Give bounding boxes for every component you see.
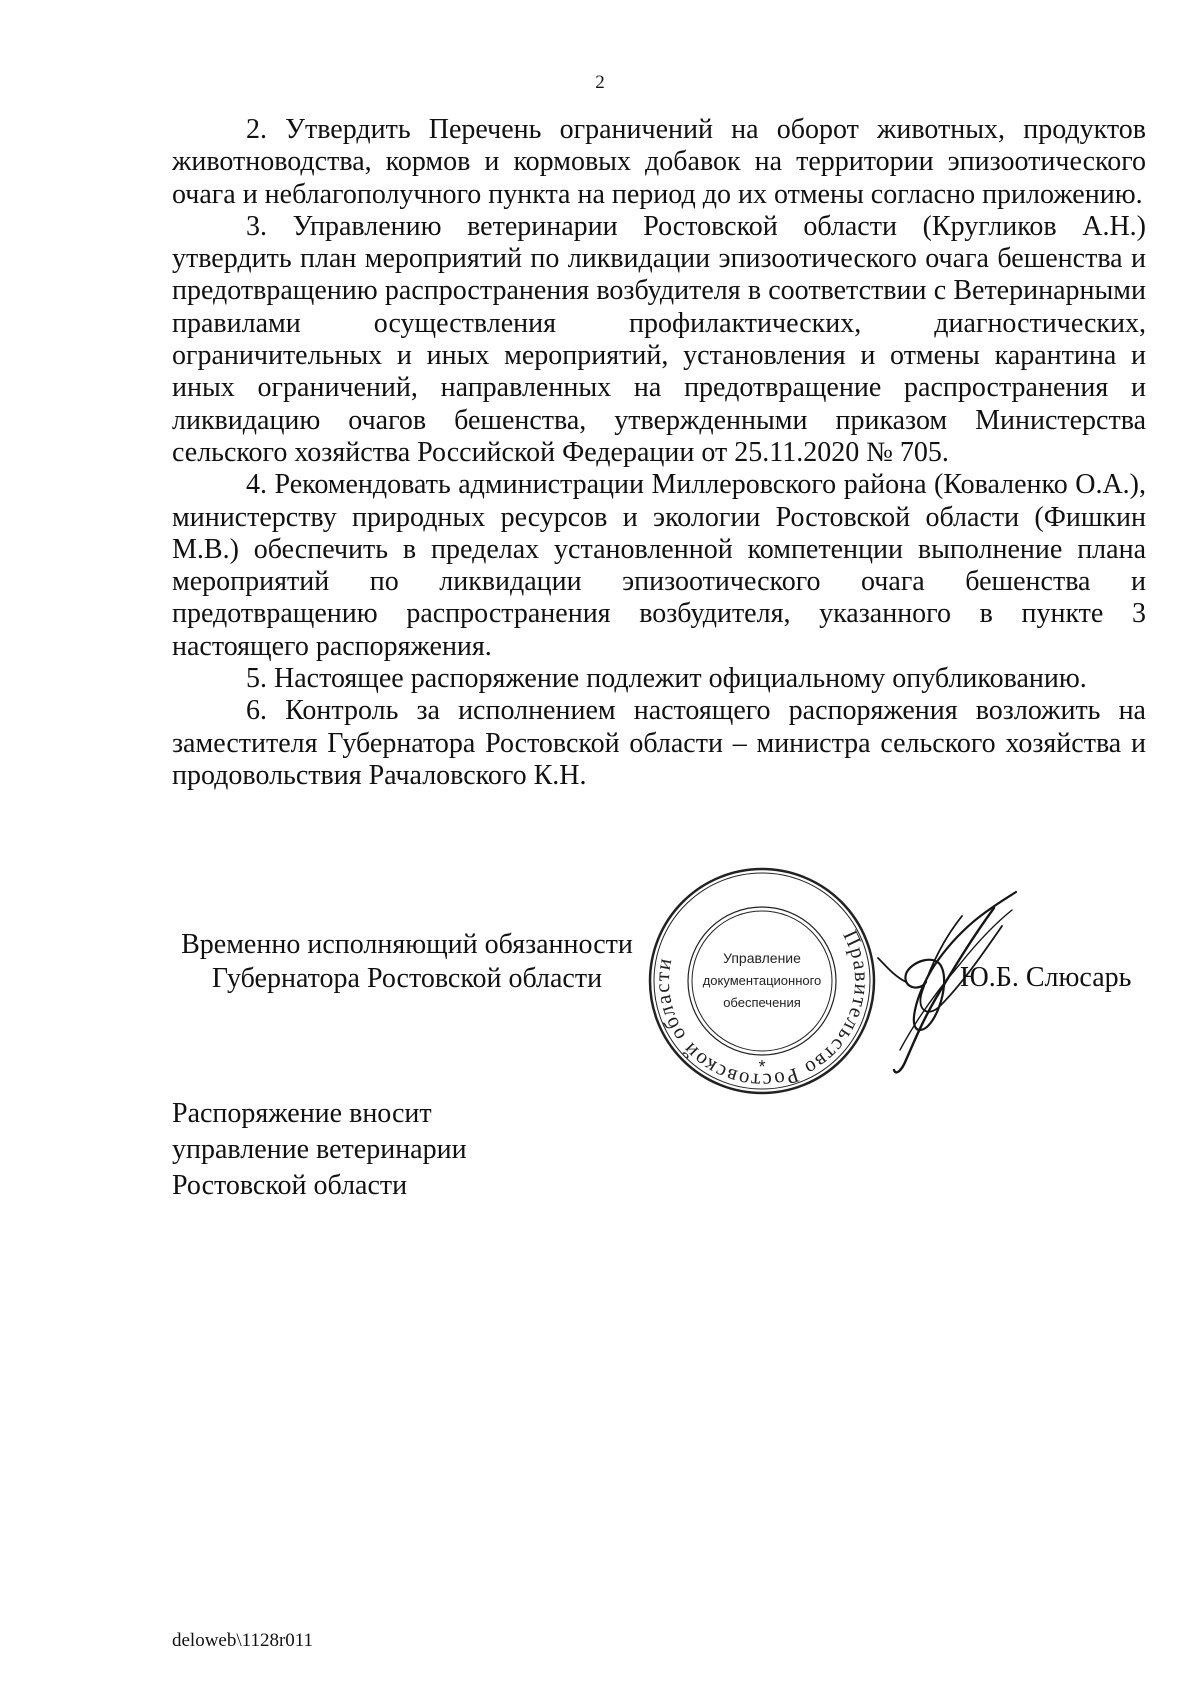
paragraph-2: 2. Утвердить Перечень ограничений на оборот животных, продуктов животноводства, кормов и кормовых добавок на территории эпизоотического очага и неблагополучного пункта на период до их отмены согласно приложению. [172,114,1146,210]
signer-title-line1: Временно исполняющий обязанности [181,929,633,960]
submitted-by-note [172,1096,467,1204]
submitted-by-line3: Ростовской области [172,1170,408,1201]
page-number: 2 [595,72,605,93]
submitted-by-line2: управление ветеринарии [172,1134,467,1165]
stamp-outer-text: Правительство Ростовской области [649,926,875,1094]
document-code: deloweb\1128r011 [172,1630,314,1651]
stamp-star: * [758,1057,766,1077]
submitted-by-line1: Распоряжение вносит [172,1098,432,1129]
official-stamp [646,866,878,1096]
document-body [172,114,1146,792]
paragraph-3: 3. Управлению ветеринарии Ростовской области (Кругликов А.Н.) утвердить план мероприятий по ликвидации эпизоотического очага бешенства и предотвращению распространения возбудителя в соответствии с Ветеринарными правилами осуществления профилактических, диагностических, ограничительных и иных мероприятий, установления и отмены карантина и иных ограничений, направленных на предотвращение распространения и ликвидацию очагов бешенства, утвержденными приказом Министерства сельского хозяйства Российской Федерации от 25.11.2020 № 705. [172,210,1146,468]
signer-title [172,928,642,996]
paragraph-5: 5. Настоящее распоряжение подлежит официальному опубликованию. [246,663,1087,695]
stamp-inner-line2: документационного [702,973,822,988]
paragraph-4: 4. Рекомендовать администрации Миллеровского района (Коваленко О.А.), министерству природных ресурсов и экологии Ростовской области (Фишкин М.В.) обеспечить в пределах установленной компетенции выполнение плана мероприятий по ликвидации эпизоотического очага бешенства и предотвращению распространения возбудителя, указанного в пункте 3 настоящего распоряжения. [172,469,1146,662]
paragraph-6: 6. Контроль за исполнением настоящего распоряжения возложить на заместителя Губернатора Ростовской области – министра сельского хозяйства и продовольствия Рачаловского К.Н. [172,695,1146,791]
signer-name: Ю.Б. Слюсарь [960,962,1132,993]
signer-title-line2: Губернатора Ростовской области [211,963,603,994]
stamp-inner-line3: обеспечения [723,995,801,1010]
stamp-inner-line1: Управление [723,950,801,966]
